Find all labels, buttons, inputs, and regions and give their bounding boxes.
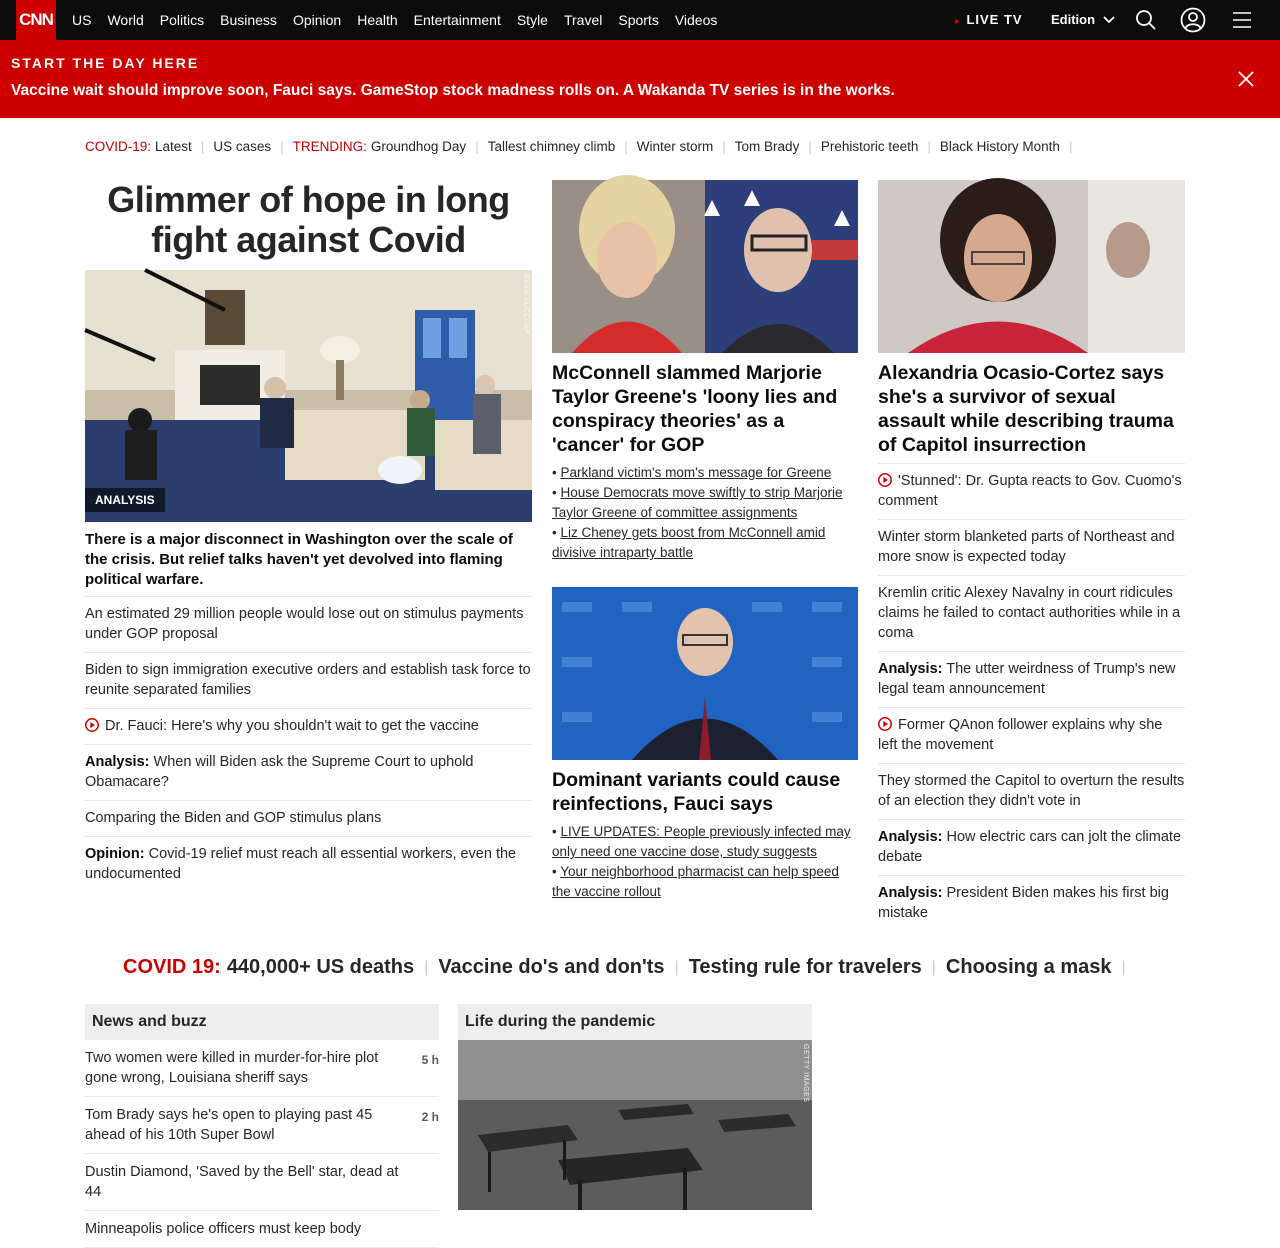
aoc-headline[interactable]: Alexandria Ocasio-Cortez says she's a survivor of sexual assault while describing trauma of Capitol insurrection bbox=[878, 362, 1174, 456]
list-item[interactable] bbox=[85, 1154, 439, 1211]
oval-office-photo bbox=[85, 270, 532, 522]
right-column bbox=[878, 180, 1185, 931]
separator: | bbox=[475, 139, 479, 154]
list-item[interactable] bbox=[85, 652, 532, 708]
story-link[interactable]: An estimated 29 million people would lose out on stimulus payments under GOP proposal bbox=[85, 606, 524, 642]
trending-bar bbox=[85, 139, 1185, 154]
story-link[interactable]: Dr. Fauci: Here's why you shouldn't wait to get the vaccine bbox=[105, 718, 479, 734]
covid-link-mask[interactable]: Choosing a mask bbox=[945, 956, 1112, 978]
trending-link-prehistoric-teeth[interactable]: Prehistoric teeth bbox=[820, 139, 919, 154]
trending-link-groundhog-day[interactable]: Groundhog Day bbox=[370, 139, 467, 154]
story-link[interactable]: Kremlin critic Alexey Navalny in court ridicules claims he failed to contact authorities while in a coma bbox=[878, 585, 1181, 641]
close-icon[interactable] bbox=[1236, 69, 1256, 89]
fauci-image[interactable] bbox=[552, 587, 858, 760]
middle-column bbox=[552, 180, 858, 902]
news-link[interactable]: Dustin Diamond, 'Saved by the Bell' star, dead at 44 bbox=[85, 1164, 399, 1200]
trending-link-us-cases[interactable]: US cases bbox=[213, 139, 272, 154]
fauci-headline[interactable]: Dominant variants could cause reinfections, Fauci says bbox=[552, 769, 841, 815]
story-label: Analysis: bbox=[878, 829, 943, 845]
lead-image[interactable] bbox=[85, 270, 532, 522]
story-link[interactable]: Biden to sign immigration executive orders and establish task force to reunite separated families bbox=[85, 662, 531, 698]
live-tv-label: LIVE TV bbox=[966, 12, 1023, 27]
lead-headline[interactable]: Glimmer of hope in long fight against Covid bbox=[107, 179, 510, 260]
separator: | bbox=[280, 139, 284, 154]
list-item: • Your neighborhood pharmacist can help speed the vaccine rollout bbox=[552, 864, 839, 899]
list-item[interactable] bbox=[85, 800, 532, 836]
trending-link-winter-storm[interactable]: Winter storm bbox=[636, 139, 714, 154]
covid-link-deaths[interactable]: 440,000+ US deaths bbox=[226, 956, 415, 978]
separator: | bbox=[722, 139, 726, 154]
play-video-icon bbox=[85, 718, 99, 732]
separator: | bbox=[808, 139, 812, 154]
aoc-photo bbox=[878, 180, 1185, 353]
list-item[interactable] bbox=[85, 836, 532, 892]
list-item[interactable] bbox=[878, 707, 1185, 763]
chevron-down-icon bbox=[1103, 16, 1115, 24]
list-item[interactable] bbox=[878, 875, 1185, 931]
hamburger-menu-icon[interactable] bbox=[1229, 7, 1255, 33]
list-item: • LIVE UPDATES: People previously infected may only need one vaccine dose, study suggests bbox=[552, 824, 851, 859]
story-link[interactable]: President Biden makes his first big mistake bbox=[878, 885, 1169, 921]
fauci-photo bbox=[552, 587, 858, 760]
news-link[interactable]: Two women were killed in murder-for-hire plot gone wrong, Louisiana sheriff says bbox=[85, 1050, 379, 1086]
mcconnell-headline[interactable]: McConnell slammed Marjorie Taylor Greene's 'loony lies and conspiracy theories' as a 'cancer' for GOP bbox=[552, 362, 838, 456]
list-item[interactable] bbox=[85, 1211, 439, 1248]
related-link[interactable]: Liz Cheney gets boost from McConnell amid divisive intraparty battle bbox=[552, 525, 826, 560]
trending-link-chimney[interactable]: Tallest chimney climb bbox=[487, 139, 616, 154]
account-icon[interactable] bbox=[1180, 7, 1206, 33]
story-label: Analysis: bbox=[878, 885, 943, 901]
trending-label: TRENDING: bbox=[292, 139, 367, 154]
mcconnell-greene-image[interactable] bbox=[552, 180, 858, 353]
list-item[interactable] bbox=[85, 596, 532, 652]
timestamp: 2 h bbox=[421, 1110, 439, 1124]
nav-link-politics[interactable]: Politics bbox=[159, 12, 205, 28]
photo-credit: GETTY IMAGES bbox=[802, 1044, 809, 1103]
life-during-pandemic-zone bbox=[458, 1004, 812, 1210]
covid-link-vaccine[interactable]: Vaccine do's and don'ts bbox=[438, 956, 665, 978]
lead-related-list bbox=[85, 596, 532, 892]
photo-credit: EVAN VUCCI/AP bbox=[522, 274, 529, 335]
news-and-buzz-zone bbox=[85, 1004, 439, 1248]
edition-label: Edition bbox=[1051, 12, 1096, 27]
nav-link-sports[interactable]: Sports bbox=[618, 12, 659, 28]
story-link[interactable]: They stormed the Capitol to overturn the results of an election they didn't vote in bbox=[878, 773, 1185, 809]
story-link[interactable]: 'Stunned': Dr. Gupta reacts to Gov. Cuomo's comment bbox=[878, 473, 1182, 509]
edition-dropdown[interactable] bbox=[1051, 12, 1115, 27]
story-link[interactable]: Comparing the Biden and GOP stimulus plans bbox=[85, 810, 382, 826]
play-video-icon bbox=[878, 473, 892, 487]
story-link[interactable]: How electric cars can jolt the climate debate bbox=[878, 829, 1182, 865]
separator: | bbox=[931, 958, 936, 976]
classroom-image[interactable] bbox=[458, 1040, 812, 1210]
separator: | bbox=[424, 958, 429, 976]
separator: | bbox=[674, 958, 679, 976]
story-label: Analysis: bbox=[878, 661, 943, 677]
covid-bar bbox=[123, 956, 1136, 979]
empty-classroom-photo bbox=[458, 1040, 812, 1210]
list-item: • House Democrats move swiftly to strip Marjorie Taylor Greene of committee assignments bbox=[552, 485, 843, 520]
list-item[interactable] bbox=[878, 651, 1185, 707]
separator: | bbox=[927, 139, 931, 154]
list-item[interactable] bbox=[85, 1097, 439, 1154]
related-link[interactable]: Parkland victim's mom's message for Greene bbox=[560, 465, 832, 480]
news-list bbox=[85, 1040, 439, 1248]
nav-link-entertainment[interactable]: Entertainment bbox=[413, 12, 501, 28]
separator: | bbox=[1068, 139, 1073, 154]
list-item[interactable] bbox=[878, 575, 1185, 651]
separator: | bbox=[1121, 958, 1126, 976]
story-link[interactable]: The utter weirdness of Trump's new legal team announcement bbox=[878, 661, 1176, 697]
list-item[interactable] bbox=[878, 763, 1185, 819]
list-item[interactable] bbox=[878, 463, 1185, 519]
covid-bar-label: COVID 19: bbox=[123, 956, 221, 978]
cnn-logo[interactable]: CNN bbox=[16, 0, 56, 40]
list-item: • Parkland victim's mom's message for Greene bbox=[552, 465, 832, 480]
nav-link-us[interactable]: US bbox=[72, 12, 92, 28]
list-item[interactable] bbox=[878, 819, 1185, 875]
play-video-icon bbox=[878, 717, 892, 731]
news-and-buzz-heading: News and buzz bbox=[85, 1004, 439, 1040]
nav-link-health[interactable]: Health bbox=[357, 12, 398, 28]
trending-link-tom-brady[interactable]: Tom Brady bbox=[734, 139, 800, 154]
related-link[interactable]: House Democrats move swiftly to strip Marjorie Taylor Greene of committee assignments bbox=[552, 485, 843, 520]
related-link[interactable]: Your neighborhood pharmacist can help speed the vaccine rollout bbox=[552, 864, 839, 899]
pandemic-heading: Life during the pandemic bbox=[458, 1004, 812, 1040]
lead-deck[interactable]: There is a major disconnect in Washington over the scale of the crisis. But relief talks haven't yet devolved into flaming political warfare. bbox=[85, 531, 513, 588]
nav-link-style[interactable]: Style bbox=[516, 12, 548, 28]
live-dot-icon: ● bbox=[954, 15, 961, 26]
separator: | bbox=[624, 139, 628, 154]
story-link[interactable]: Covid-19 relief must reach all essential workers, even the undocumented bbox=[85, 846, 517, 882]
list-item[interactable] bbox=[85, 744, 532, 800]
story-link[interactable]: Winter storm blanketed parts of Northeast and more snow is expected today bbox=[878, 529, 1175, 565]
related-link[interactable]: LIVE UPDATES: People previously infected may only need one vaccine dose, study suggests bbox=[552, 824, 851, 859]
nav-link-business[interactable]: Business bbox=[220, 12, 277, 28]
news-link[interactable]: Tom Brady says he's open to playing past 45 ahead of his 10th Super Bowl bbox=[85, 1107, 373, 1143]
timestamp: 5 h bbox=[421, 1053, 439, 1067]
fauci-related-links bbox=[552, 822, 858, 902]
nav-link-world[interactable]: World bbox=[107, 12, 144, 28]
story-label: Analysis: bbox=[85, 754, 150, 770]
banner-kicker: START THE DAY HERE bbox=[11, 55, 200, 71]
search-icon[interactable] bbox=[1133, 7, 1159, 33]
analysis-badge: ANALYSIS bbox=[85, 488, 165, 512]
top-navigation bbox=[0, 0, 1280, 40]
story-label: Opinion: bbox=[85, 846, 145, 862]
right-related-list bbox=[878, 463, 1185, 931]
mcconnell-greene-photo bbox=[552, 180, 858, 353]
covid-label: COVID-19: bbox=[85, 139, 152, 154]
start-the-day-banner[interactable] bbox=[0, 40, 1280, 118]
mcconnell-related-links bbox=[552, 463, 858, 563]
nav-links bbox=[64, 0, 725, 40]
trending-link-latest[interactable]: Latest bbox=[155, 139, 192, 154]
aoc-image[interactable] bbox=[878, 180, 1185, 353]
trending-link-black-history-month[interactable]: Black History Month bbox=[939, 139, 1060, 154]
nav-link-travel[interactable]: Travel bbox=[563, 12, 603, 28]
live-tv-button[interactable] bbox=[954, 12, 1023, 27]
nav-link-videos[interactable]: Videos bbox=[674, 12, 718, 28]
story-link[interactable]: When will Biden ask the Supreme Court to uphold Obamacare? bbox=[85, 754, 474, 790]
lead-column bbox=[85, 180, 532, 892]
list-item[interactable] bbox=[85, 708, 532, 744]
banner-headline[interactable]: Vaccine wait should improve soon, Fauci says. GameStop stock madness rolls on. A Wakanda TV series is in the works. bbox=[11, 82, 895, 99]
nav-link-opinion[interactable]: Opinion bbox=[292, 12, 342, 28]
list-item[interactable] bbox=[878, 519, 1185, 575]
covid-link-testing[interactable]: Testing rule for travelers bbox=[688, 956, 922, 978]
list-item: • Liz Cheney gets boost from McConnell amid divisive intraparty battle bbox=[552, 525, 826, 560]
news-link[interactable]: Minneapolis police officers must keep body bbox=[85, 1221, 362, 1237]
list-item[interactable] bbox=[85, 1040, 439, 1097]
separator: | bbox=[200, 139, 205, 154]
story-link[interactable]: Former QAnon follower explains why she left the movement bbox=[878, 717, 1163, 753]
